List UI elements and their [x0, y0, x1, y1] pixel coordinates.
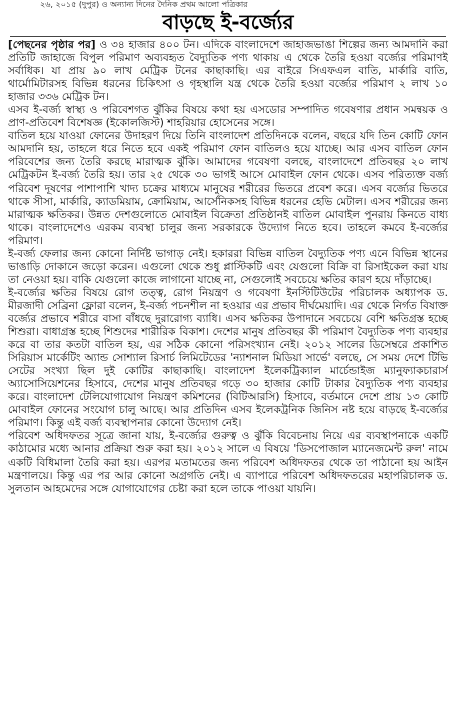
article-body — [8, 39, 448, 715]
paragraph-6: পরিবেশ অধিদফতর সূত্রে জানা যায়, ই-বর্জ্যের গুরুত্ব ও ঝুঁকি বিবেচনায় নিয়ে এর ব্যবস্থাপনাকে একটি কাঠামোর মধ্যে আনার প্রক্রিয়া শুরু করা হয়। ২০১২ সালে এ বিষয়ে 'ডিসপোজাল ম্যানেজমেন্ট রুল' নামে একটি বিধিমালা তৈরি করা হয়। এরপর মতামতের জন্য পরিবেশ অধিদফতর থেকে তা পাঠানো হয় আইন মন্ত্রণালয়ে। কিন্তু এর পর আর কোনো অগ্রগতি নেই। এ ব্যাপারে পরিবেশ অধিদফতরের মহাপরিচালক ড. সুলতান আহমেদের সঙ্গে যোগাযোগের চেষ্টা করা হলে তাকে পাওয়া যায়নি। — [8, 430, 448, 495]
headline: বাড়ছে ই-বর্জ্যের — [162, 10, 294, 34]
paragraph-1 — [8, 39, 448, 104]
headline-rule — [10, 36, 446, 37]
continued-label: [পেছনের পৃষ্ঠার পর] — [8, 39, 96, 51]
paragraph-2: এসব ই-বর্জ্য স্বাস্থ্য ও পরিবেশগত ঝুঁকির বিষয়ে কথা হয় এসডোর সম্পাদিত গবেষণার প্রধান সমন্বয়ক ও প্রাণ-প্রতিবেশ বিশেষজ্ঞ (ইকোলজিস্ট) শাহরিয়ার হোসেনের সঙ্গে। — [8, 104, 448, 130]
top-line: ২৬, ২০১৫ (দুপুর) ও অন্যান্য দিনের দৈনিক প্রথম আলো পত্রিকার — [40, 0, 248, 9]
paragraph-4: ই-বর্জ্য ফেলার জন্য কোনো নির্দিষ্ট ভাগাড় নেই। হকাররা বিভিন্ন বাতিল বৈদ্যুতিক পণ্য এনে বিভিন্ন স্থানের ভাঙাড়ি দোকানে জড়ো করেন। এগুলো থেকে শুধু প্লাস্টিকটি এবং যেগুলো বিক্রি বা রিসাইকেল করা যায় তা নেওয়া হয়। বাকি যেগুলো কাজে লাগানো যাচ্ছে না, সেগুলোই সবচেয়ে ক্ষতির কারণ হয়ে দাঁড়াচ্ছে। — [8, 247, 448, 286]
paragraph-3: বাতিল হয়ে যাওয়া ফোনের উদাহরণ দিয়ে তিনি বাংলাদেশ প্রতিদিনকে বলেন, বছরে যদি তিন কোটি ফোন আমদানি হয়, তাহলে ধরে নিতে হবে একই পরিমাণ ফোন বাতিলও হয়ে যাচ্ছে। আর এসব বাতিল ফোন পরিবেশের জন্য তৈরি করছে মারাত্মক ঝুঁকি। আমাদের গবেষণা বলছে, বাংলাদেশে প্রতিবছর ২০ লাখ মেট্রিকটন ই-বর্জ্য তৈরি হয়। তার ২৫ থেকে ৩০ ভাগই আসে মোবাইল ফোন থেকে। এসব পরিত্যক্ত বর্জ্য পরিবেশ দূষণের পাশাপাশি খাদ্য চক্রের মাধ্যমে মানুষের শরীরের ভিতরে প্রবেশ করে। এসব বর্জ্যের ভিতরে থাকে সীসা, মার্কারি, ক্যাডমিয়াম, ক্রোমিয়াম, আর্সেনিকসহ বিভিন্ন ধরনের হেভি মেটাল। এসব শরীরের জন্য মারাত্মক ক্ষতিকর। উন্নত দেশগুলোতে মোবাইল বিক্রেতা প্রতিষ্ঠানই বাতিল মোবাইল পুনরায় কিনতে বাধ্য থাকে। বাংলাদেশেও এরকম ব্যবস্থা চালুর জন্য সরকারকে উদ্যোগ নিতে হবে। তাহলে কমবে ই-বর্জ্যের পরিমাণ। — [8, 130, 448, 247]
paragraph-1-text: ও ৩৪ হাজার ৪০০ টন। এদিকে বাংলাদেশে জাহাজভাঙা শিল্পের জন্য আমদানি করা প্রতিটি জাহাজে বিপুল পরিমাণ অব্যবহৃত বৈদ্যুতিক পণ্য থাকায় এ থেকে তৈরি হওয়া বর্জ্যের পরিমাণই সর্বাধিক। যা প্রায় ৯০ লাখ মেট্রিক টনের কাছাকাছি। এর বাইরে সিএফএল বাতি, মার্কারি বাতি, থার্মোমিটারসহ বিভিন্ন ধরনের চিকিৎসা ও গৃহস্থালি যন্ত্র থেকে তৈরি হওয়া বর্জ্যের পরিমাণ ২ লাখ ১০ হাজার ৩৩৬ মেট্রিক টন। — [8, 39, 448, 104]
paragraph-5: ই-বর্জ্যের ক্ষতির বিষয়ে রোগ তত্ত্ব, রোগ নিয়ন্ত্রণ ও গবেষণা ইনস্টিটিউটের পরিচালক অধ্যাপক ড. মীরজাদী সেব্রিনা ফ্লোরা বলেন, ই-বর্জ্য পচনশীল না হওয়ার এর প্রভাব দীর্ঘমেয়াদি। এর থেকে নির্গত বিষাক্ত বর্জ্যের প্রভাবে শরীরে বাসা বাঁধছে দুরারোগ্য ব্যাধি। এসব ক্ষতিকর উপাদানে সবচেয়ে বেশি ক্ষতিগ্রস্ত হচ্ছে শিশুরা। বাধাগ্রস্ত হচ্ছে শিশুদের শারীরিক বিকাশ। দেশের মানুষ প্রতিবছর কী পরিমাণ বৈদ্যুতিক পণ্য ব্যবহার করে বা তার কতটা বাতিল হয়, এর সঠিক কোনো পরিসংখ্যান নেই। ২০১২ সালের ডিসেম্বরে প্রকাশিত সিরিয়াস মার্কেটিং অ্যান্ড সোশ্যাল রিসার্চ লিমিটেডের 'ন্যাশনাল মিডিয়া সার্ভে' বলছে, সে সময় দেশে টিভি সেটের সংখ্যা ছিল দুই কোটির কাছাকাছি। বাংলাদেশ ইলেকট্রিক্যাল মার্চেন্ডাইজ ম্যানুফ্যাকচারার্স অ্যাসোসিয়েশনের হিসাবে, দেশের মানুষ প্রতিবছর গড়ে ৩০ হাজার কোটি টাকার বৈদ্যুতিক পণ্য ব্যবহার করে। বাংলাদেশ টেলিযোগাযোগ নিয়ন্ত্রণ কমিশনের (বিটিআরসি) হিসাবে, বর্তমানে দেশে প্রায় ১৩ কোটি মোবাইল ফোনের সংযোগ চালু আছে। আর প্রতিদিন এসব ইলেকট্রনিক জিনিস নষ্ট হয়ে বাড়ছে ই-বর্জ্যের পরিমাণ। কিন্তু এই বর্জ্য ব্যবস্থাপনার কোনো উদ্যোগ নেই। — [8, 286, 448, 430]
